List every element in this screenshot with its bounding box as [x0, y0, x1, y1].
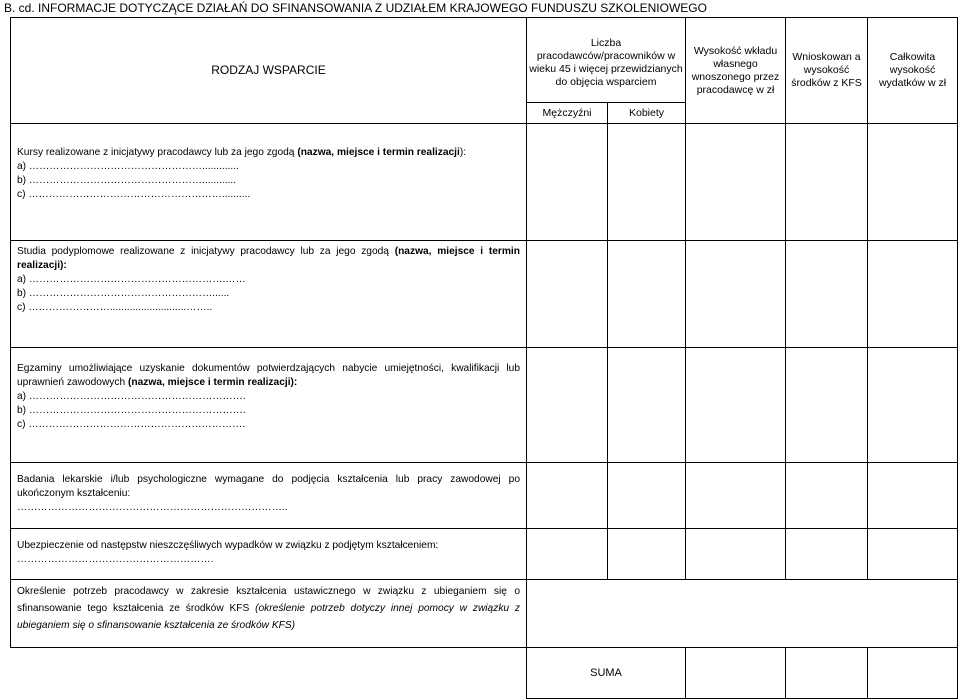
- kursy-kobiety-cell[interactable]: [608, 124, 686, 241]
- kursy-wklad-cell[interactable]: [686, 124, 786, 241]
- badania-wklad-cell[interactable]: [686, 463, 786, 529]
- table-row-okreslenie: [11, 580, 958, 648]
- badania-mezczyzni-cell[interactable]: [527, 463, 608, 529]
- egzaminy-item-a[interactable]: a) ……………………………………………………….: [17, 391, 246, 402]
- header-calkowita: [868, 18, 958, 124]
- ubezpieczenie-calkowita-cell[interactable]: [868, 529, 958, 580]
- studia-item-b[interactable]: b) ………………………………………………......: [17, 288, 230, 299]
- header-rodzaj-wsparcia: [11, 18, 527, 124]
- egzaminy-cell: [11, 348, 527, 463]
- suma-calkowita-cell[interactable]: [868, 648, 958, 699]
- suma-label: SUMA: [590, 666, 622, 679]
- egzaminy-item-c[interactable]: c) ……………………………………………………….: [17, 419, 246, 430]
- ubezpieczenie-dots[interactable]: ………………………………………………….: [17, 554, 214, 565]
- studia-text: Studia podyplomowe realizowane z inicjatywy pracodawcy lub za jego zgodą: [17, 246, 389, 257]
- badania-cell: [11, 463, 527, 529]
- studia-mezczyzni-cell[interactable]: [527, 241, 608, 348]
- ubezpieczenie-cell: [11, 529, 527, 580]
- header-kobiety-label: Kobiety: [628, 106, 665, 119]
- badania-calkowita-cell[interactable]: [868, 463, 958, 529]
- header-wnioskowana-label: Wnioskowan a wysokość środków z KFS: [791, 51, 862, 89]
- kursy-cell: [11, 124, 527, 241]
- egzaminy-text: Egzaminy umożliwiające uzyskanie dokumentów potwierdzających nabycie umiejętności, kwalifikacji lub uprawnień zawodowych: [17, 363, 520, 388]
- okreslenie-italic: (określenie potrzeb dotyczy innej pomocy w związku z ubieganiem się o sfinansowanie kształcenia ze środków KFS): [17, 603, 520, 631]
- egzaminy-wnioskowana-cell[interactable]: [786, 348, 868, 463]
- studia-wnioskowana-cell[interactable]: [786, 241, 868, 348]
- egzaminy-item-b[interactable]: b) ……………………………………………………….: [17, 405, 246, 416]
- ubezpieczenie-text: Ubezpieczenie od następstw nieszczęśliwych wypadków w związku z podjętym kształceniem:: [17, 540, 439, 551]
- header-liczba: [527, 18, 686, 103]
- badania-text: Badania lekarskie i/lub psychologiczne wymagane do podjęcia kształcenia lub pracy zawodowej po ukończonym kształceniu:: [17, 474, 520, 499]
- header-rodzaj-label: RODZAJ WSPARCIE: [211, 63, 326, 77]
- kursy-tail: ):: [459, 147, 467, 158]
- kursy-wnioskowana-cell[interactable]: [786, 124, 868, 241]
- suma-wnioskowana-cell[interactable]: [786, 648, 868, 699]
- ubezpieczenie-kobiety-cell[interactable]: [608, 529, 686, 580]
- okreslenie-text: Określenie potrzeb pracodawcy w zakresie kształcenia ustawicznego w związku z ubieganiem się o sfinansowanie tego kształcenia ze środków KFS: [17, 586, 520, 614]
- kursy-text: Kursy realizowane z inicjatywy pracodawcy lub za jego zgodą: [17, 147, 295, 158]
- header-liczba-label: Liczba pracodawców/pracowników w wieku 45 i więcej przewidzianych do objęcia wsparciem: [529, 37, 683, 88]
- kursy-item-c[interactable]: c) …………………………………………………..........: [17, 189, 251, 200]
- studia-cell: [11, 241, 527, 348]
- studia-calkowita-cell[interactable]: [868, 241, 958, 348]
- header-wklad-wlasny: [686, 18, 786, 124]
- studia-kobiety-cell[interactable]: [608, 241, 686, 348]
- table-row-suma: [11, 648, 958, 699]
- table-row-studia: [11, 241, 958, 348]
- kursy-item-a[interactable]: a) …………………………………………….............: [17, 161, 239, 172]
- ubezpieczenie-wnioskowana-cell[interactable]: [786, 529, 868, 580]
- egzaminy-bold: (nazwa, miejsce i termin realizacji):: [128, 377, 298, 388]
- studia-item-c[interactable]: c) ……………………...........................……..: [17, 302, 213, 313]
- header-mezczyzni: [527, 103, 608, 124]
- okreslenie-cell: [11, 580, 527, 648]
- egzaminy-kobiety-cell[interactable]: [608, 348, 686, 463]
- studia-bold: (nazwa, miejsce i termin realizacji):: [17, 246, 520, 271]
- header-row: [11, 18, 958, 103]
- badania-dots[interactable]: ……………………………………………………………………..: [17, 502, 288, 513]
- kursy-item-b[interactable]: b) ……………………………………………............: [17, 175, 237, 186]
- suma-wklad-cell[interactable]: [686, 648, 786, 699]
- egzaminy-mezczyzni-cell[interactable]: [527, 348, 608, 463]
- table-row-egzaminy: [11, 348, 958, 463]
- section-heading: B. cd. INFORMACJE DOTYCZĄCE DZIAŁAŃ DO SFINANSOWANIA Z UDZIAŁEM KRAJOWEGO FUNDUSZU SZKOLENIOWEGO: [4, 1, 707, 15]
- okreslenie-answer-cell[interactable]: [527, 580, 958, 648]
- kfs-support-table: [10, 17, 958, 699]
- header-wklad-label: Wysokość wkładu własnego wnoszonego przez pracodawcę w zł: [691, 44, 780, 96]
- studia-wklad-cell[interactable]: [686, 241, 786, 348]
- suma-cell: [527, 648, 686, 699]
- header-wnioskowana: [786, 18, 868, 124]
- studia-item-a[interactable]: a) ………………………………………………….……: [17, 274, 246, 285]
- egzaminy-calkowita-cell[interactable]: [868, 348, 958, 463]
- egzaminy-wklad-cell[interactable]: [686, 348, 786, 463]
- badania-kobiety-cell[interactable]: [608, 463, 686, 529]
- table-row-badania: [11, 463, 958, 529]
- header-calkowita-label: Całkowita wysokość wydatków w zł: [878, 51, 947, 89]
- kursy-mezczyzni-cell[interactable]: [527, 124, 608, 241]
- kursy-bold: (nazwa, miejsce i termin realizacji: [297, 147, 460, 158]
- badania-wnioskowana-cell[interactable]: [786, 463, 868, 529]
- header-mezczyzni-label: Mężczyźni: [542, 106, 592, 119]
- ubezpieczenie-mezczyzni-cell[interactable]: [527, 529, 608, 580]
- table-row-kursy: [11, 124, 958, 241]
- table-row-ubezpieczenie: [11, 529, 958, 580]
- header-kobiety: [608, 103, 686, 124]
- ubezpieczenie-wklad-cell[interactable]: [686, 529, 786, 580]
- kursy-calkowita-cell[interactable]: [868, 124, 958, 241]
- suma-spacer: [11, 648, 527, 699]
